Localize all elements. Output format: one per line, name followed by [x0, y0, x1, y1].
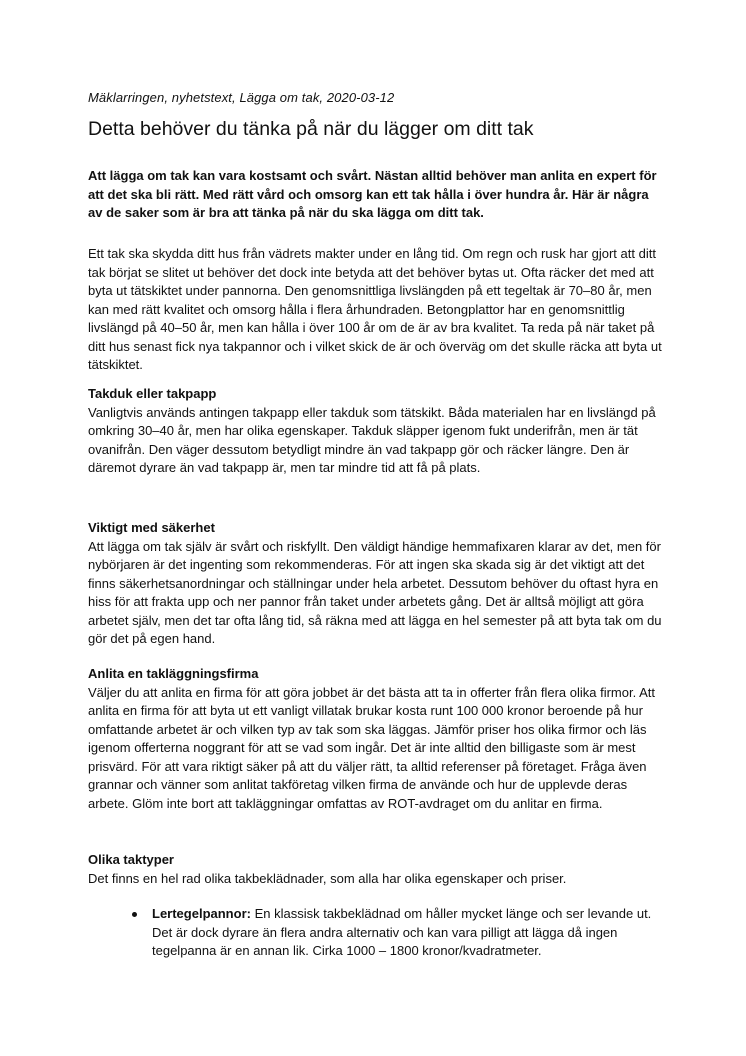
section-body: Vanligtvis används antingen takpapp eller takduk som tätskikt. Båda materialen har en livslängd på omkring 30–40 år, men har olika egenskaper. Takduk släpper igenom fukt underifrån, men är tät ovanifrån. Den väger dessutom betydligt mindre än vad takpapp gör och räcker längre. Den är däremot dyrare än vad takpapp är, men tar mindre tid att få på plats. — [88, 404, 656, 475]
section-heading: Anlita en takläggningsfirma — [88, 666, 259, 681]
article-title: Detta behöver du tänka på när du lägger om ditt tak — [88, 118, 534, 140]
list-item-text — [152, 905, 672, 961]
section-takduk — [88, 385, 664, 478]
list-item-description: En klassisk takbeklädnad om håller mycket länge och ser levande ut. Det är dock dyrare än flera andra alternativ och kan vara pilligt att lägga då ingen tegelpanna är en annan lik. Cirka 1000 – 1800 kronor/kvadratmeter. — [152, 906, 652, 958]
section-heading: Olika taktyper — [88, 852, 174, 867]
section-firma — [88, 665, 664, 813]
section-body: Att lägga om tak själv är svårt och riskfyllt. Den väldigt händige hemmafixaren klarar av det, men för nybörjaren är det ingenting som rekommenderas. För att ingen ska skada sig är det viktigt att det finns säkerhetsanordningar och ställningar under hela arbetet. Dessutom behöver du oftast hyra en hiss för att frakta upp och ner pannor från taket under arbetets gång. Det är alltså möjligt att göra arbetet själv, men det tar ofta lång tid, så räkna med att lägga en hel semester på att byta tak om du gör det på egen hand. — [88, 538, 662, 646]
lead-paragraph: Att lägga om tak kan vara kostsamt och svårt. Nästan alltid behöver man anlita en expert för att det ska bli rätt. Med rätt vård och omsorg kan ett tak hålla i över hundra år. Här är några av de saker som är bra att tänka på när du ska lägga om ditt tak. — [88, 168, 657, 220]
intro-paragraph: Ett tak ska skydda ditt hus från vädrets makter under en lång tid. Om regn och rusk har gjort att ditt tak börjat se slitet ut behöver det dock inte betyda att det behöver bytas ut. Ofta räcker det med att byta ut tätskiktet under pannorna. Den genomsnittliga livslängden på ett tegeltak är 70–80 år, men kan med rätt kvalitet och omsorg hålla i flera århundraden. Betongplattor har en genomsnittlig livslängd på 40–50 år, men kan hålla i över 100 år om de är av bra kvalitet. Ta reda på när taket på ditt hus senast fick nya takpannor och i vilket skick de är och överväg om det skulle räcka att byta ut tätskiktet. — [88, 246, 662, 372]
bullet-icon — [132, 912, 137, 917]
document-meta-line: Mäklarringen, nyhetstext, Lägga om tak, 2020-03-12 — [88, 90, 395, 105]
section-body: Det finns en hel rad olika takbeklädnader, som alla har olika egenskaper och priser. — [88, 870, 567, 886]
section-heading: Takduk eller takpapp — [88, 386, 217, 401]
section-heading: Viktigt med säkerhet — [88, 520, 215, 535]
section-body: Väljer du att anlita en firma för att göra jobbet är det bästa att ta in offerter från flera olika firmor. Att anlita en firma för att byta ut ett vanligt villatak brukar kosta runt 100 000 kronor beroende på hur omfattande arbetet är och vilken typ av tak som ska läggas. Jämför priser hos olika firmor och läs igenom offerterna noggrant för att se vad som ingår. Det är inte alltid den billigaste som är mest prisvärd. För att vara riktigt säker på att du väljer rätt, ta alltid referenser på företaget. Fråga även grannar och vänner som anlitat takföretag vilken firma de använde och hur de upplevde deras arbete. Glöm inte bort att takläggningar omfattas av ROT-avdraget om du anlitar en firma. — [88, 684, 655, 811]
list-item-term: Lertegelpannor: — [152, 906, 251, 921]
section-sakerhet — [88, 519, 664, 649]
section-taktyper — [88, 851, 664, 888]
